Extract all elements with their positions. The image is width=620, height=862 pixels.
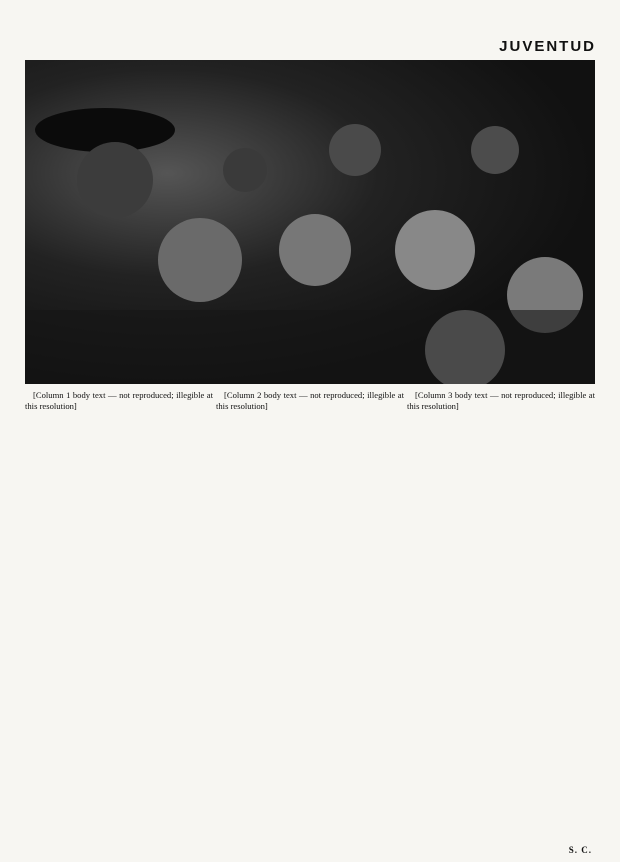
paragraph: [Column 3 body text — not reproduced; illegible at this resolution] bbox=[407, 390, 595, 411]
crowd-photo-illustration bbox=[25, 60, 595, 384]
section-title: JUVENTUD bbox=[499, 38, 596, 55]
paragraph: [Column 1 body text — not reproduced; illegible at this resolution] bbox=[25, 390, 213, 411]
article-column-3 bbox=[407, 390, 595, 850]
article-column-1 bbox=[25, 390, 213, 850]
article-column-2 bbox=[216, 390, 404, 850]
paragraph: [Column 2 body text — not reproduced; illegible at this resolution] bbox=[216, 390, 404, 411]
author-signature: S. C. bbox=[568, 845, 592, 855]
crowd-photo bbox=[25, 60, 595, 384]
